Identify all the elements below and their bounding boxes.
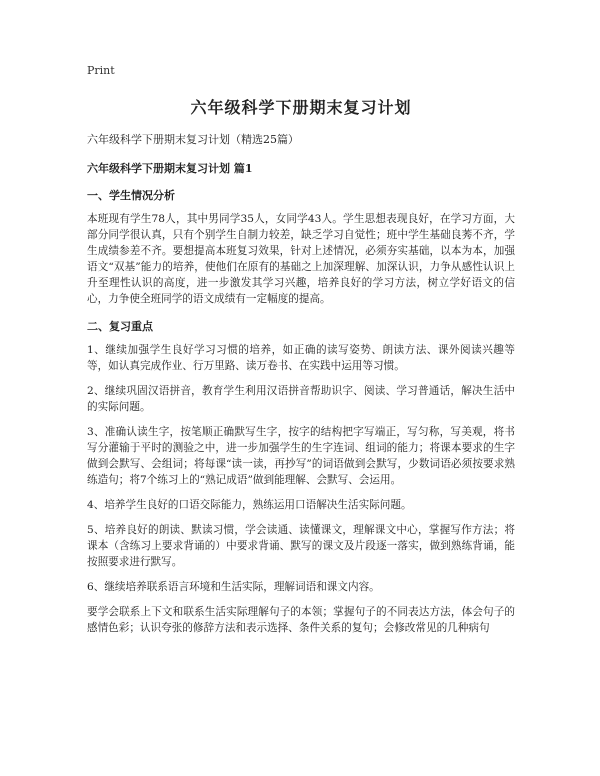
section-heading-review-focus: 二、复习重点: [87, 320, 153, 333]
paragraph: 6、继续培养联系语言环境和生活实际，理解词语和课文内容。: [87, 581, 380, 593]
paragraph: 2、继续巩固汉语拼音，教育学生利用汉语拼音帮助识字、阅读、学习普通话，解决生活中的实际问题。: [87, 385, 515, 413]
document-subtitle: 六年级科学下册期末复习计划（精选25篇）: [87, 133, 299, 146]
section-heading-student-analysis: 一、学生情况分析: [87, 189, 175, 202]
document-title: 六年级科学下册期末复习计划: [190, 98, 412, 117]
paragraph: 4、培养学生良好的口语交际能力，熟练运用口语解决生活实际问题。: [87, 499, 412, 511]
paragraph: 要学会联系上下文和联系生活实际理解句子的本领；掌握句子的不同表达方法，体会句子的感情色彩；认识夸张的修辞方法和表示选择、条件关系的复句；会修改常见的几种病句: [87, 606, 515, 634]
part-heading: 六年级科学下册期末复习计划 篇1: [87, 162, 253, 175]
paragraph: 3、准确认读生字，按笔顺正确默写生字，按字的结构把字写端正，写匀称，写美观，将书写分灌输于平时的测验之中，进一步加强学生的生字连词、组词的能力；将课本要求的生字做到会默写、会组词；将每课“读一读，再抄写”的词语做到会默写，少数词语必须按要求熟练造句；将7个练习上的“熟记成语”做到能理解、会默写、会运用。: [87, 426, 515, 486]
paragraph: 5、培养良好的朗读、默读习惯，学会读通、读懂课文，理解课文中心，掌握写作方法；将课本（含练习上要求背诵的）中要求背诵、默写的课文及片段逐一落实，做到熟练背诵，能按照要求进行默写。: [87, 524, 515, 568]
paragraph: 本班现有学生78人，其中男同学35人，女同学43人。学生思想表现良好，在学习方面，大部分同学很认真，只有个别学生自制力较差，缺乏学习自觉性；班中学生基础良莠不齐，学生成绩参差不齐。要想提高本班复习效果，针对上述情况，必须夯实基础，以本为本，加强语文“双基”能力的培养，使他们在原有的基础之上加深理解、加深认识，力争从感性认识上升至理性认识的高度，进一步激发其学习兴趣，培养良好的学习方法，树立学好语文的信心，力争使全班同学的语文成绩有一定幅度的提高。: [87, 213, 515, 305]
document-page: [87, 64, 515, 636]
print-link[interactable]: Print: [87, 64, 115, 77]
paragraph: 1、继续加强学生良好学习习惯的培养，如正确的读写姿势、朗读方法、课外阅读兴趣等等，如认真完成作业、行万里路、读万卷书、在实践中运用等习惯。: [87, 344, 515, 372]
